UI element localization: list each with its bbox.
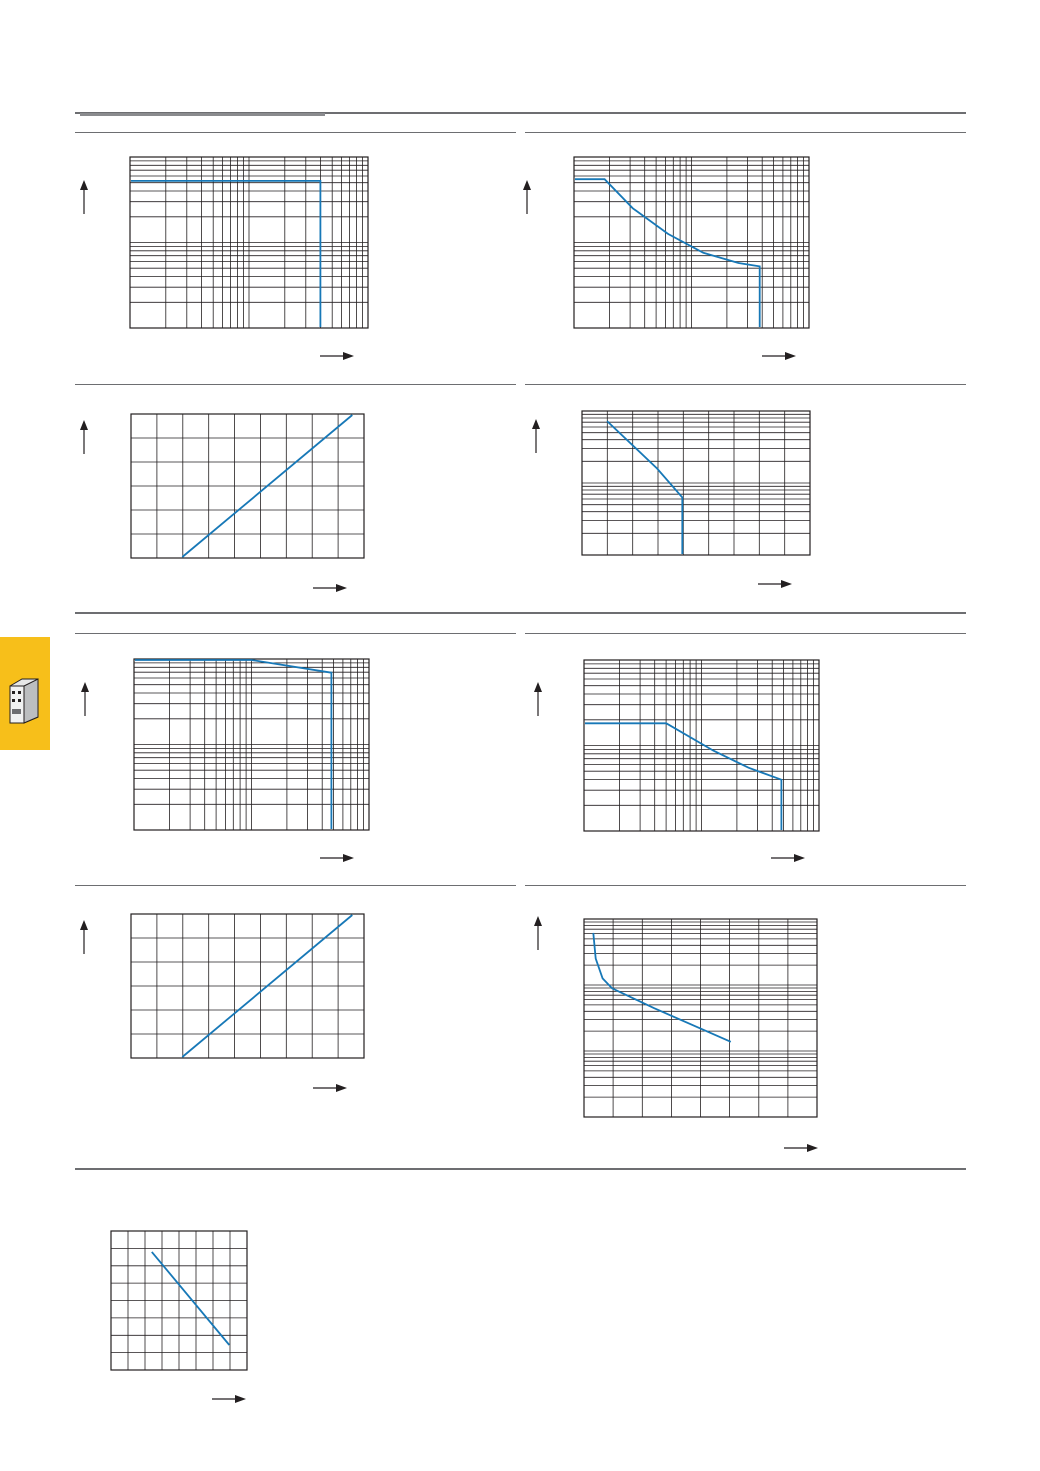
grid-lines xyxy=(111,1231,247,1370)
y-axis-arrow-5 xyxy=(79,682,91,718)
relay-module-icon xyxy=(0,637,50,750)
series-line xyxy=(607,421,682,554)
series-line xyxy=(131,181,320,327)
section-rule-6 xyxy=(75,1168,966,1170)
grid-lines xyxy=(582,411,810,555)
x-axis-arrow-3 xyxy=(313,582,347,594)
grid-lines xyxy=(574,157,809,328)
chart-7 xyxy=(131,914,364,1058)
y-axis-arrow-6 xyxy=(532,682,544,718)
grid-lines xyxy=(134,659,369,830)
chart-3 xyxy=(131,414,364,558)
y-axis-arrow-7 xyxy=(78,920,90,956)
section-rule-5-left xyxy=(75,885,516,886)
x-axis-arrow-7 xyxy=(313,1082,347,1094)
section-rule-2-right xyxy=(525,384,966,385)
section-rule-2-left xyxy=(75,384,516,385)
header-accent-rule xyxy=(80,113,325,116)
section-tab[interactable] xyxy=(0,637,50,750)
x-axis-arrow-8 xyxy=(784,1142,818,1154)
grid-lines xyxy=(130,157,368,328)
y-axis-arrow-2 xyxy=(521,180,533,216)
section-rule-4-right xyxy=(525,633,966,634)
chart-9 xyxy=(111,1231,247,1370)
x-axis-arrow-1 xyxy=(320,350,354,362)
chart-2 xyxy=(574,157,809,328)
y-axis-arrow-4 xyxy=(530,419,542,455)
chart-5 xyxy=(134,659,369,830)
x-axis-arrow-4 xyxy=(758,578,792,590)
x-axis-arrow-2 xyxy=(762,350,796,362)
x-axis-arrow-6 xyxy=(771,852,805,864)
section-rule-4-left xyxy=(75,633,516,634)
section-rule-1-left xyxy=(75,132,516,133)
section-rule-5-right xyxy=(525,885,966,886)
grid-lines xyxy=(131,414,364,558)
chart-8 xyxy=(584,919,817,1117)
chart-4 xyxy=(582,411,810,555)
section-rule-1-right xyxy=(525,132,966,133)
x-axis-arrow-5 xyxy=(320,852,354,864)
chart-6 xyxy=(584,660,819,831)
series-line xyxy=(593,933,731,1042)
chart-1 xyxy=(130,157,368,328)
y-axis-arrow-1 xyxy=(78,180,90,216)
y-axis-arrow-3 xyxy=(78,420,90,456)
grid-lines xyxy=(584,660,819,831)
grid-lines xyxy=(584,919,817,1117)
section-rule-3 xyxy=(75,612,966,614)
x-axis-arrow-9 xyxy=(212,1393,246,1405)
grid-lines xyxy=(131,914,364,1058)
y-axis-arrow-8 xyxy=(532,916,544,952)
